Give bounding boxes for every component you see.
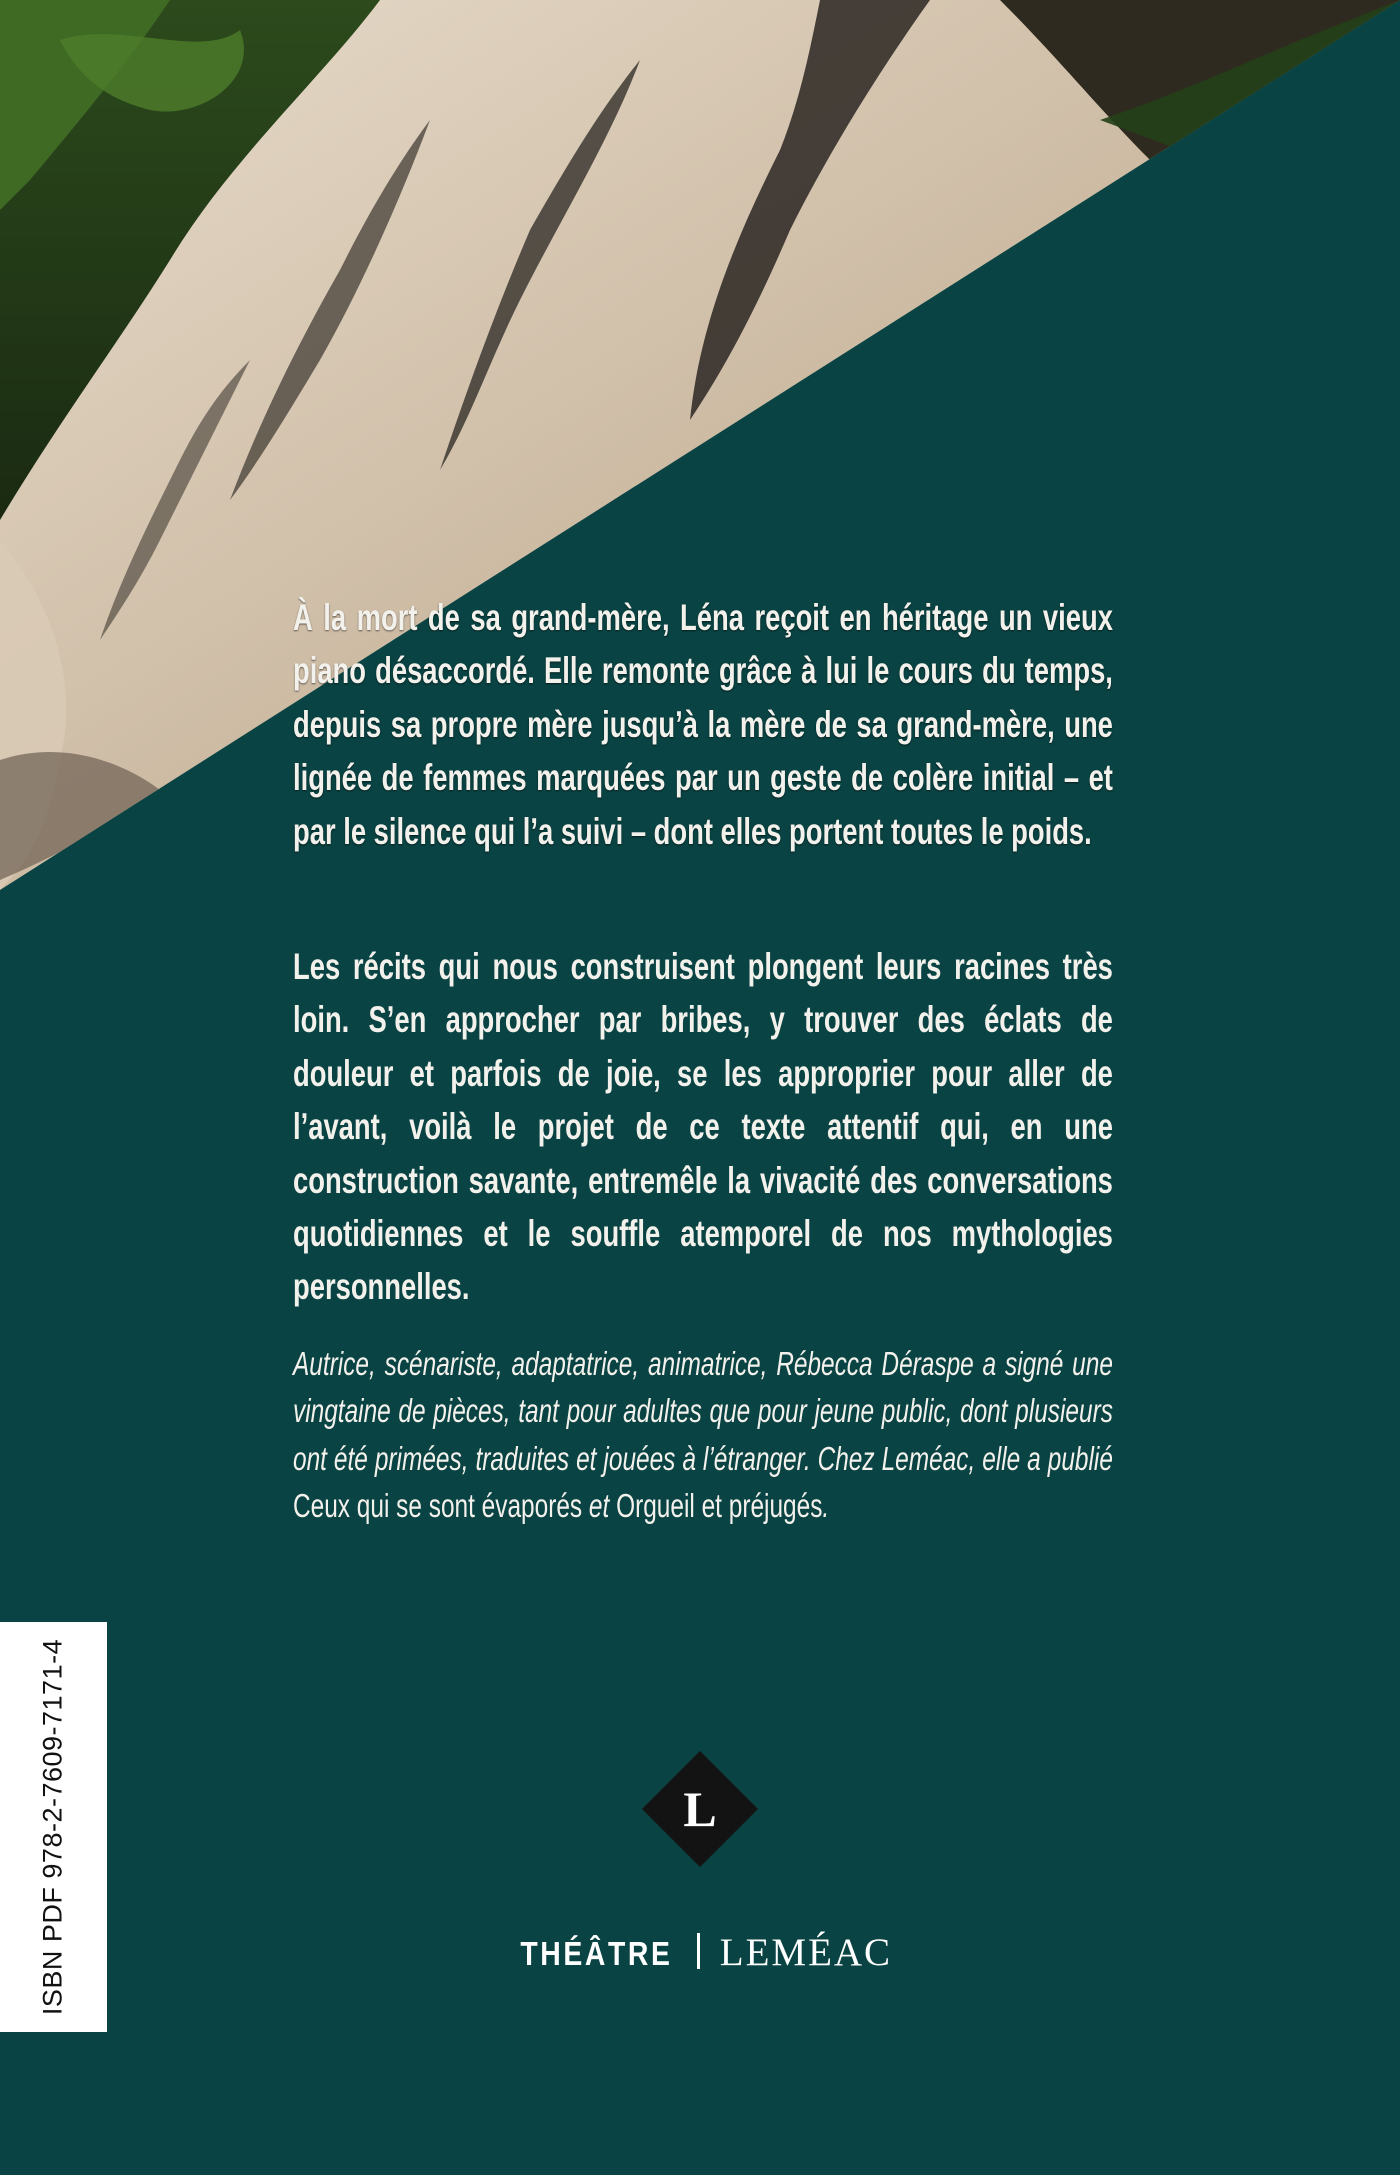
book-title-1: Ceux qui se sont évaporés bbox=[293, 1486, 583, 1524]
publisher-logo-letter: L bbox=[683, 1781, 717, 1837]
author-bio-end: . bbox=[822, 1486, 830, 1524]
imprint-publisher: LEMÉAC bbox=[719, 1931, 893, 1974]
description-paragraph: Les récits qui nous construisent plongent leurs racines très loin. S’en approcher par bribes, y trouver des éclats de douleur et parfois de joie, se les approprier pour aller de l’avant, voilà le projet de ce texte attentif qui, en une construction savante, entremêle la vivacité des conversations quotidiennes et le souffle atemporel de nos mythologies personnelles. bbox=[293, 946, 1113, 1308]
summary-paragraph: À la mort de sa grand-mère, Léna reçoit en héritage un vieux piano désaccordé. Elle remonte grâce à lui le cours du temps, depuis sa propre mère jusqu’à la mère de sa grand-mère, une lignée de femmes marquées par un geste de colère initial – et par le silence qui l’a suivi – dont elles portent toutes le poids. bbox=[293, 597, 1113, 852]
author-bio-intro: Autrice, scénariste, adaptatrice, animatrice, Rébecca Déraspe a signé une vingtaine de pièces, tant pour adultes que pour jeune public, dont plusieurs ont été primées, traduites et jouées à l’étranger. Chez Leméac, elle a publié bbox=[293, 1345, 1113, 1477]
author-bio bbox=[293, 1340, 1113, 1529]
author-bio-joiner: et bbox=[582, 1486, 617, 1524]
isbn-label: ISBN PDF 978-2-7609-7171-4 bbox=[37, 1638, 68, 2016]
imprint-separator bbox=[697, 1933, 700, 1969]
book-title-2: Orgueil et préjugés bbox=[616, 1486, 823, 1524]
imprint bbox=[0, 1930, 1400, 1975]
imprint-genre: THÉÂTRE bbox=[520, 1935, 673, 1972]
